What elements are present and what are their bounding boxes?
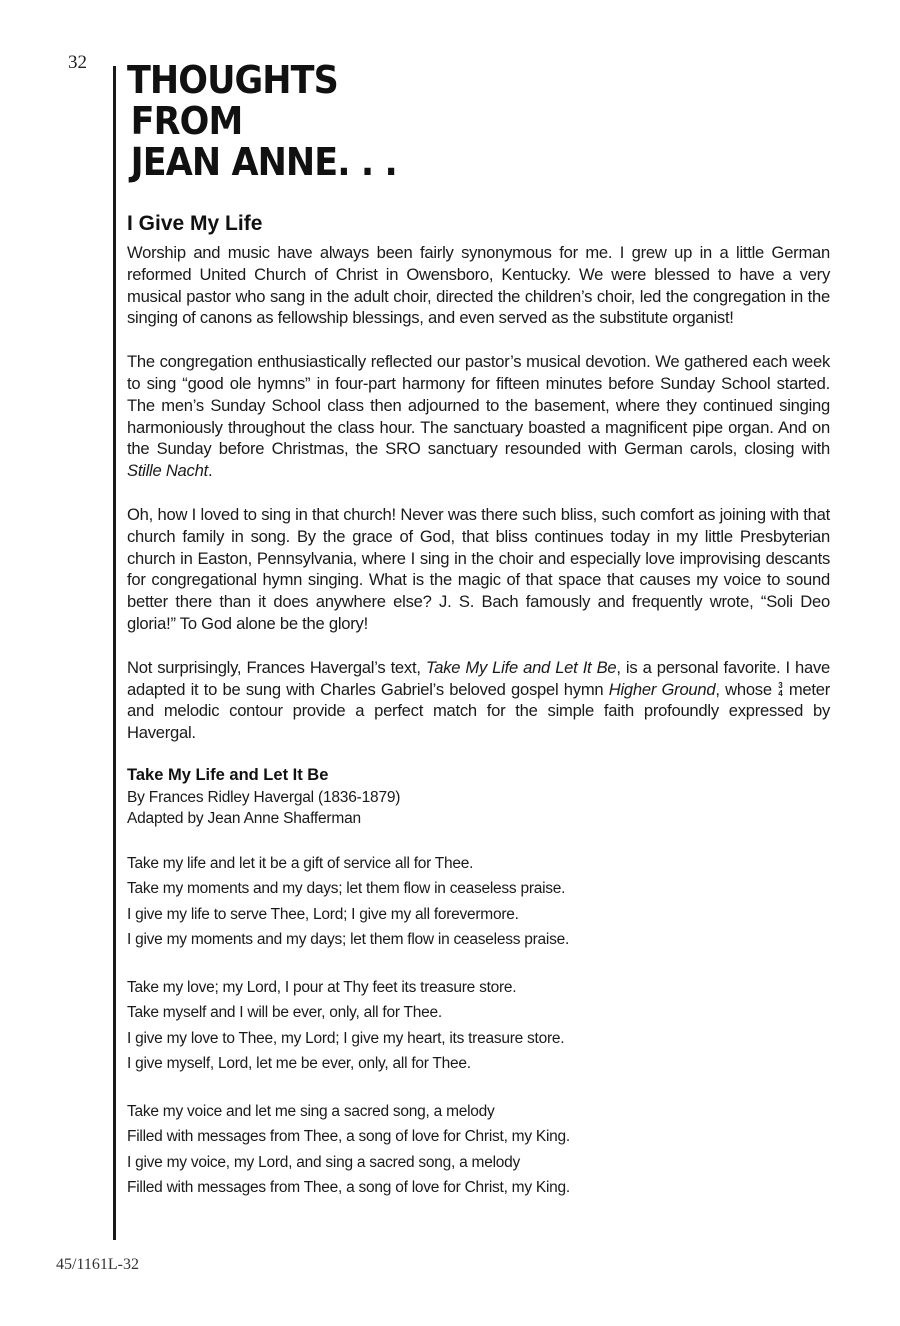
paragraph-4-a: Not surprisingly, Frances Havergal’s text, — [127, 657, 426, 677]
time-signature-bottom: 4 — [778, 689, 783, 699]
time-signature — [778, 682, 782, 698]
verse-line: I give my voice, my Lord, and sing a sacred song, a melody — [127, 1153, 521, 1171]
verse-line: Take my love; my Lord, I pour at Thy feet its treasure store. — [127, 978, 517, 996]
verse-line: Take my voice and let me sing a sacred song, a melody — [127, 1102, 495, 1120]
footer-code: 45/1161L-32 — [56, 1256, 139, 1273]
article-heading: I Give My Life — [127, 212, 263, 235]
verse-line: Filled with messages from Thee, a song of love for Christ, my King. — [127, 1179, 570, 1197]
paragraph-4 — [127, 657, 830, 744]
paragraph-4-italic-hymn: Higher Ground — [608, 679, 716, 699]
vertical-rule — [113, 66, 116, 1240]
hymn-adapter: Adapted by Jean Anne Shafferman — [127, 809, 361, 827]
hymn-verse-3 — [127, 1099, 830, 1201]
paragraph-4-b: , is a personal favorite. I have adapted it to be sung with Charles Gabriel’s beloved gospel hymn — [127, 657, 830, 699]
hymn-author: By Frances Ridley Havergal (1836-1879) — [127, 788, 401, 806]
verse-line: I give my life to serve Thee, Lord; I give my all forevermore. — [127, 905, 519, 923]
hymn-title: Take My Life and Let It Be — [127, 765, 329, 784]
paragraph-4-c: , whose — [715, 679, 778, 699]
title-line-1: THOUGHTS — [127, 58, 338, 102]
hymn-verse-1 — [127, 851, 830, 953]
verse-line: Filled with messages from Thee, a song of love for Christ, my King. — [127, 1128, 570, 1146]
paragraph-2-text: The congregation enthusiastically reflected our pastor’s musical devotion. We gathered each week to sing “good ole hymns” in four-part harmony for fifteen minutes before Sunday School started. The men’s Sunday School class then adjourned to the basement, where they continued singing harmoniously throughout the class hour. The sanctuary boasted a magnificent pipe organ. And on the Sunday before Christmas, the SRO sanctuary resounded with German carols, closing with — [127, 352, 830, 459]
paragraph-4-d: meter and melodic contour provide a perfect match for the simple faith profoundly expressed by Havergal. — [127, 679, 830, 743]
paragraph-2-end: . — [207, 461, 213, 481]
time-signature-top: 3 — [778, 681, 783, 691]
verse-line: I give my love to Thee, my Lord; I give my heart, its treasure store. — [127, 1029, 565, 1047]
verse-line: I give my moments and my days; let them flow in ceaseless praise. — [127, 931, 570, 949]
verse-line: I give myself, Lord, let me be ever, only, all for Thee. — [127, 1055, 471, 1073]
paragraph-3: Oh, how I loved to sing in that church! Never was there such bliss, such comfort as joining with that church family in song. By the grace of God, that bliss continues today in my little Presbyterian church in Easton, Pennsylvania, where I sing in the choir and especially love improvising descants for congregational hymn singing. What is the magic of that space that causes my voice to sound better there than it does anywhere else? J. S. Bach famously and frequently wrote, “Soli Deo gloria!” To God alone be the glory! — [127, 504, 830, 633]
paragraph-2-italic: Stille Nacht — [127, 461, 208, 481]
page-number: 32 — [68, 52, 87, 73]
paragraph-4-italic-title: Take My Life and Let It Be — [425, 657, 617, 677]
verse-line: Take myself and I will be ever, only, all for Thee. — [127, 1004, 442, 1022]
page-title — [127, 60, 397, 183]
paragraph-2 — [127, 351, 830, 482]
title-line-3: JEAN ANNE. . . — [130, 140, 397, 184]
hymn-verse-2 — [127, 975, 830, 1077]
verse-line: Take my moments and my days; let them flow in ceaseless praise. — [127, 880, 566, 898]
article-body — [127, 212, 830, 1201]
title-line-2: FROM — [130, 99, 243, 143]
verse-line: Take my life and let it be a gift of service all for Thee. — [127, 854, 474, 872]
paragraph-1: Worship and music have always been fairly synonymous for me. I grew up in a little German reformed United Church of Christ in Owensboro, Kentucky. We were blessed to have a very musical pastor who sang in the adult choir, directed the children’s choir, led the congregation in the singing of canons as fellowship blessings, and even served as the substitute organist! — [127, 243, 830, 328]
